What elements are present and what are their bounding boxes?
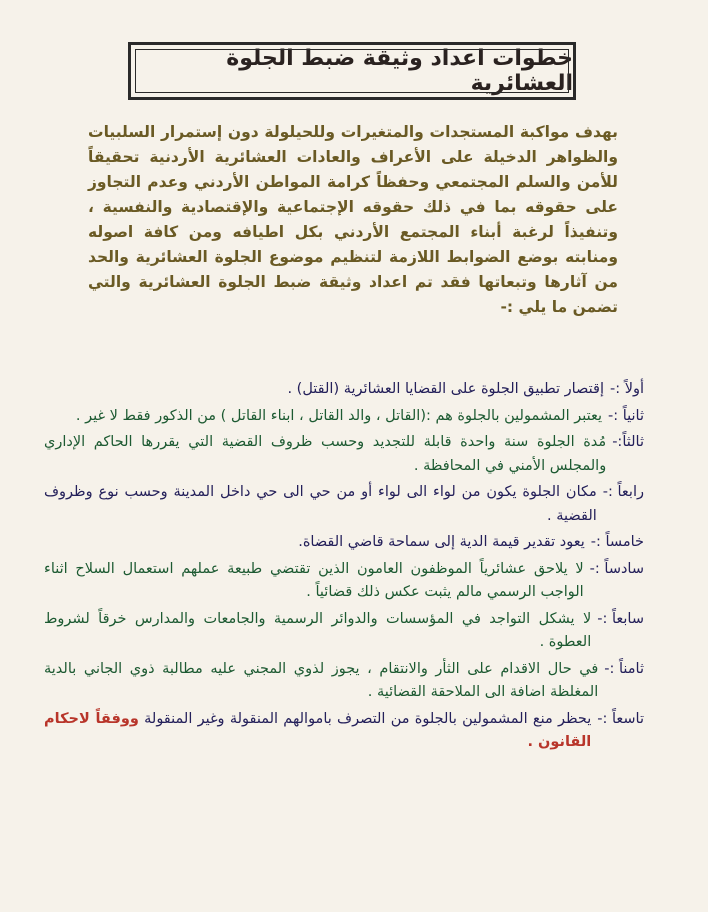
- clause-label: أولاً :-: [609, 381, 644, 397]
- intro-paragraph: بهدف مواكبة المستجدات والمتغيرات وللحيلولة دون إستمرار السلبيات والظواهر الدخيلة على الأعراف والعادات العشائرية الأردنية تحقيقاً للأمن والسلم المجتمعي وحفظاً كرامة المواطن الأردني وعدم التجاوز على حقوقه بما في ذلك حقوقه الإجتماعية والإقتصادية والنفسية ، وتنفيذاً لرغبة أبناء المجتمع الأردني بكل اطيافه ومن كافة اصوله ومنابته بوضع الضوابط اللازمة لتنظيم موضوع الجلوة العشائرية والحد من آثارها وتبعاتها فقد تم اعداد وثيقة ضبط الجلوة العشائرية والتي تضمن ما يلي :-: [88, 123, 618, 316]
- document-title: خطوات اعداد وثيقة ضبط الجلوة العشائرية: [226, 46, 573, 96]
- clause-label: سادساً :-: [589, 560, 644, 577]
- clause-label: ثامناً :-: [604, 660, 644, 677]
- clause-label: ثانياً :-: [607, 407, 644, 424]
- clause-body: يحظر منع المشمولين بالجلوة من التصرف باموالهم المنقولة وغير المنقولة: [144, 710, 592, 727]
- list-item: [44, 608, 644, 655]
- clause-text: [44, 708, 591, 755]
- clause-highlight: ووفقاً لاحكام القانون .: [44, 710, 592, 750]
- clause-label: ثالثاً:-: [612, 434, 644, 450]
- clause-label: رابعاً :-: [602, 484, 644, 500]
- title-frame: [128, 42, 576, 100]
- clause-text: يعتبر المشمولين بالجلوة هم :(القاتل ، والد القاتل ، ابناء القاتل ) من الذكور فقط لا غير .: [75, 407, 602, 424]
- clause-text: يعود تقدير قيمة الدية إلى سماحة قاضي القضاة.: [298, 534, 585, 550]
- clause-text: إقتصار تطبيق الجلوة على القضايا العشائرية (القتل) .: [287, 381, 604, 397]
- clause-text: لا يشكل التواجد في المؤسسات والدوائر الرسمية والجامعات والمدارس خرقاً لشروط العطوة .: [44, 610, 592, 650]
- clause-label: سابعاً :-: [597, 610, 644, 627]
- list-item: [44, 405, 644, 429]
- list-item: [44, 431, 644, 478]
- list-item: [44, 531, 644, 555]
- list-item: [44, 708, 644, 755]
- list-item: [44, 658, 644, 705]
- clause-text: مكان الجلوة يكون من لواء الى لواء أو من حي الى حي داخل المدينة وحسب نوع وظروف القضية .: [44, 484, 597, 524]
- clause-text: مُدة الجلوة سنة واحدة قابلة للتجديد وحسب ظروف القضية التي يقررها الحاكم الإداري والمجلس الأمني في المحافظة .: [44, 434, 607, 474]
- clause-label: تاسعاً :-: [597, 710, 644, 727]
- clause-text: في حال الاقدام على الثأر والانتقام ، يجوز لذوي المجني عليه مطالبة ذوي الجاني بالدية المغلظة اضافة الى الملاحقة القضائية .: [44, 660, 599, 700]
- list-item: [44, 378, 644, 402]
- clause-label: خامساً :-: [590, 534, 644, 550]
- list-item: [44, 558, 644, 605]
- clause-text: لا يلاحق عشائرياً الموظفون العامون الذين تقتضي طبيعة عملهم استعمال السلاح اثناء الواجب الرسمي مالم يثبت عكس ذلك قضائياً .: [44, 560, 584, 600]
- clauses-list: [44, 378, 644, 758]
- list-item: [44, 481, 644, 528]
